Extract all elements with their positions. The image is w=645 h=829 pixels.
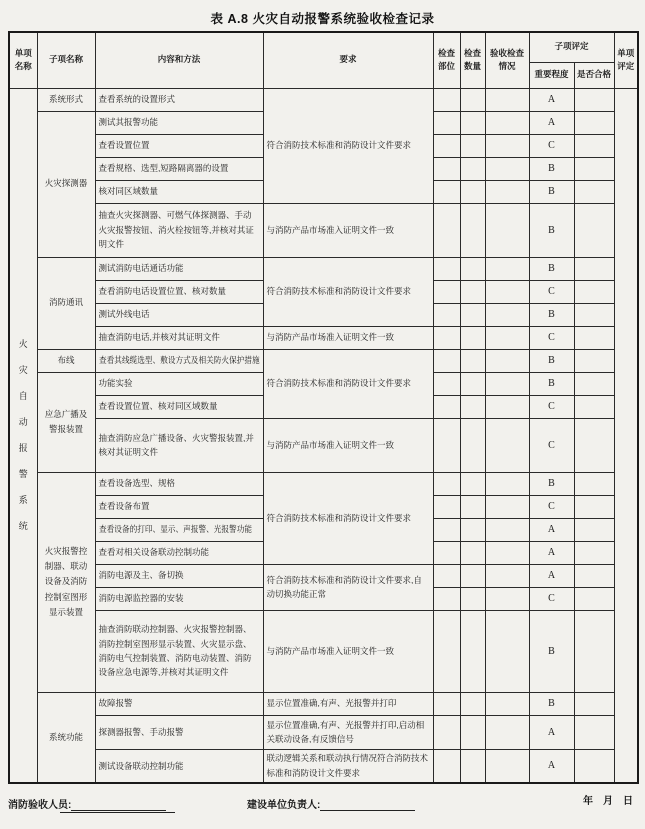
- acceptance-status-cell: [485, 587, 529, 610]
- qualified-cell: [574, 203, 614, 257]
- subitem-cell: 火灾报警控制器、联动设备及消防控制室图形显示装置: [37, 472, 95, 692]
- content-cell: 抽查消防电话,并核对其证明文件: [95, 326, 263, 349]
- check-quantity-cell: [460, 303, 485, 326]
- importance-cell: A: [529, 111, 574, 134]
- fire-inspector-label: 消防验收人员:: [8, 800, 72, 811]
- qualified-cell: [574, 157, 614, 180]
- acceptance-status-cell: [485, 326, 529, 349]
- page-title: 表 A.8 火灾自动报警系统验收检查记录: [210, 12, 435, 26]
- importance-cell: B: [529, 257, 574, 280]
- check-location-cell: [433, 749, 460, 783]
- content-cell: 查看消防电话设置位置、核对数量: [95, 280, 263, 303]
- content-cell: 查看对相关设备联动控制功能: [95, 541, 263, 564]
- acceptance-status-cell: [485, 303, 529, 326]
- importance-cell: B: [529, 203, 574, 257]
- qualified-cell: [574, 495, 614, 518]
- importance-cell: B: [529, 157, 574, 180]
- inspector-signature-line: [71, 800, 166, 811]
- importance-cell: C: [529, 587, 574, 610]
- col-header-item-eval: 单项评定: [614, 32, 638, 88]
- qualified-cell: [574, 326, 614, 349]
- content-cell: 测试外线电话: [95, 303, 263, 326]
- check-quantity-cell: [460, 541, 485, 564]
- importance-cell: C: [529, 280, 574, 303]
- check-location-cell: [433, 88, 460, 111]
- requirement-cell: 符合消防技术标准和消防设计文件要求: [263, 88, 433, 203]
- content-cell: 查看设备布置: [95, 495, 263, 518]
- qualified-cell: [574, 134, 614, 157]
- importance-cell: A: [529, 749, 574, 783]
- check-location-cell: [433, 134, 460, 157]
- content-cell: 查看设备选型、规格: [95, 472, 263, 495]
- check-quantity-cell: [460, 157, 485, 180]
- check-quantity-cell: [460, 372, 485, 395]
- requirement-cell: 符合消防技术标准和消防设计文件要求: [263, 472, 433, 564]
- builder-representative-label: 建设单位负责人:: [247, 800, 321, 811]
- importance-cell: B: [529, 349, 574, 372]
- check-location-cell: [433, 472, 460, 495]
- requirement-cell: 显示位置准确,有声、光报警并打印: [263, 692, 433, 715]
- check-quantity-cell: [460, 587, 485, 610]
- inspector-signature-line-2: [60, 812, 175, 813]
- check-location-cell: [433, 395, 460, 418]
- check-quantity-cell: [460, 749, 485, 783]
- table-row: [9, 203, 638, 257]
- table-row: [9, 326, 638, 349]
- content-cell: 测试消防电话通话功能: [95, 257, 263, 280]
- col-header-subitem-eval: 子项评定: [529, 32, 614, 62]
- qualified-cell: [574, 587, 614, 610]
- check-location-cell: [433, 349, 460, 372]
- qualified-cell: [574, 111, 614, 134]
- acceptance-status-cell: [485, 280, 529, 303]
- qualified-cell: [574, 88, 614, 111]
- table-row: [9, 257, 638, 280]
- content-cell: 测试其报警功能: [95, 111, 263, 134]
- qualified-cell: [574, 372, 614, 395]
- acceptance-status-cell: [485, 472, 529, 495]
- acceptance-status-cell: [485, 349, 529, 372]
- check-location-cell: [433, 111, 460, 134]
- check-quantity-cell: [460, 395, 485, 418]
- acceptance-status-cell: [485, 518, 529, 541]
- subitem-cell: 消防通讯: [37, 257, 95, 349]
- check-quantity-cell: [460, 203, 485, 257]
- qualified-cell: [574, 280, 614, 303]
- acceptance-status-cell: [485, 692, 529, 715]
- acceptance-status-cell: [485, 715, 529, 749]
- check-location-cell: [433, 692, 460, 715]
- acceptance-status-cell: [485, 134, 529, 157]
- table-row: [9, 692, 638, 715]
- acceptance-status-cell: [485, 157, 529, 180]
- qualified-cell: [574, 749, 614, 783]
- check-location-cell: [433, 257, 460, 280]
- item-name-cell: 火灾自动报警系统: [9, 88, 37, 783]
- acceptance-status-cell: [485, 395, 529, 418]
- table-row: [9, 610, 638, 692]
- check-quantity-cell: [460, 495, 485, 518]
- importance-cell: A: [529, 88, 574, 111]
- check-quantity-cell: [460, 111, 485, 134]
- table-row: [9, 88, 638, 111]
- date-label: 年 月 日: [583, 796, 633, 807]
- content-cell: [95, 349, 263, 372]
- requirement-cell: 符合消防技术标准和消防设计文件要求: [263, 349, 433, 418]
- table-row: [9, 349, 638, 372]
- content-cell: 测试设备联动控制功能: [95, 749, 263, 783]
- footer: [8, 784, 637, 822]
- importance-cell: B: [529, 692, 574, 715]
- check-location-cell: [433, 518, 460, 541]
- check-quantity-cell: [460, 280, 485, 303]
- subitem-cell: 系统形式: [37, 88, 95, 111]
- check-location-cell: [433, 280, 460, 303]
- table-row: [9, 418, 638, 472]
- content-cell: 探测器报警、手动报警: [95, 715, 263, 749]
- qualified-cell: [574, 349, 614, 372]
- requirement-cell: 与消防产品市场准入证明文件一致: [263, 610, 433, 692]
- col-header-qualified: 是否合格: [574, 62, 614, 88]
- qualified-cell: [574, 715, 614, 749]
- col-header-content-method: 内容和方法: [95, 32, 263, 88]
- check-location-cell: [433, 418, 460, 472]
- subitem-cell: 布线: [37, 349, 95, 372]
- acceptance-status-cell: [485, 749, 529, 783]
- content-cell: 故障报警: [95, 692, 263, 715]
- header-row-1: [9, 32, 638, 62]
- importance-cell: A: [529, 564, 574, 587]
- table-row: [9, 564, 638, 587]
- col-header-check-location: 检查部位: [433, 32, 460, 88]
- acceptance-status-cell: [485, 418, 529, 472]
- acceptance-status-cell: [485, 495, 529, 518]
- check-location-cell: [433, 564, 460, 587]
- importance-cell: C: [529, 134, 574, 157]
- check-quantity-cell: [460, 564, 485, 587]
- check-quantity-cell: [460, 326, 485, 349]
- check-quantity-cell: [460, 518, 485, 541]
- check-quantity-cell: [460, 418, 485, 472]
- check-location-cell: [433, 326, 460, 349]
- col-header-item-name: 单项名称: [9, 32, 37, 88]
- check-location-cell: [433, 587, 460, 610]
- content-cell: 查看系统的设置形式: [95, 88, 263, 111]
- content-cell: 抽查消防应急广播设备、火灾警报装置,并核对其证明文件: [95, 418, 263, 472]
- inspection-table: [8, 31, 639, 784]
- content-cell: 抽查火灾探测器、可燃气体探测器、手动火灾报警按钮、消火栓按钮等,并核对其证明文件: [95, 203, 263, 257]
- importance-cell: C: [529, 395, 574, 418]
- content-text: 查看其线缆选型、敷设方式及相关防火保护措施: [98, 355, 260, 366]
- subitem-cell: 火灾探测器: [37, 111, 95, 257]
- check-location-cell: [433, 180, 460, 203]
- check-location-cell: [433, 203, 460, 257]
- requirement-cell: 符合消防技术标准和消防设计文件要求: [263, 257, 433, 326]
- col-header-acceptance-status: 验收检查情况: [485, 32, 529, 88]
- check-quantity-cell: [460, 349, 485, 372]
- qualified-cell: [574, 692, 614, 715]
- qualified-cell: [574, 257, 614, 280]
- qualified-cell: [574, 418, 614, 472]
- check-quantity-cell: [460, 692, 485, 715]
- content-text: 查看设备的打印、显示、声报警、光报警功能: [98, 524, 252, 535]
- acceptance-status-cell: [485, 541, 529, 564]
- check-location-cell: [433, 372, 460, 395]
- acceptance-status-cell: [485, 203, 529, 257]
- qualified-cell: [574, 518, 614, 541]
- check-location-cell: [433, 157, 460, 180]
- content-cell: [95, 518, 263, 541]
- importance-cell: B: [529, 303, 574, 326]
- importance-cell: A: [529, 541, 574, 564]
- col-header-subitem-name: 子项名称: [37, 32, 95, 88]
- check-quantity-cell: [460, 88, 485, 111]
- importance-cell: A: [529, 715, 574, 749]
- importance-cell: B: [529, 372, 574, 395]
- importance-cell: C: [529, 326, 574, 349]
- qualified-cell: [574, 395, 614, 418]
- check-location-cell: [433, 495, 460, 518]
- content-cell: 功能实验: [95, 372, 263, 395]
- requirement-cell: 符合消防技术标准和消防设计文件要求,自动切换功能正常: [263, 564, 433, 610]
- col-header-check-quantity: 检查数量: [460, 32, 485, 88]
- content-cell: 消防电源及主、备切换: [95, 564, 263, 587]
- requirement-cell: 与消防产品市场准入证明文件一致: [263, 418, 433, 472]
- requirement-cell: 显示位置准确,有声、光报警并打印,启动相关联动设备,有反馈信号: [263, 715, 433, 749]
- qualified-cell: [574, 472, 614, 495]
- check-location-cell: [433, 715, 460, 749]
- col-header-requirement: 要求: [263, 32, 433, 88]
- acceptance-status-cell: [485, 180, 529, 203]
- check-quantity-cell: [460, 134, 485, 157]
- importance-cell: C: [529, 418, 574, 472]
- content-cell: 消防电源监控器的安装: [95, 587, 263, 610]
- acceptance-status-cell: [485, 564, 529, 587]
- acceptance-status-cell: [485, 257, 529, 280]
- qualified-cell: [574, 303, 614, 326]
- check-quantity-cell: [460, 257, 485, 280]
- content-cell: 抽查消防联动控制器、火灾报警控制器、消防控制室图形显示装置、火灾显示盘、消防电气控制装置、消防电动装置、消防设备应急电源等,并核对其证明文件: [95, 610, 263, 692]
- importance-cell: A: [529, 518, 574, 541]
- importance-cell: B: [529, 472, 574, 495]
- qualified-cell: [574, 610, 614, 692]
- subitem-cell: 应急广播及警报装置: [37, 372, 95, 472]
- col-header-importance: 重要程度: [529, 62, 574, 88]
- table-row: [9, 749, 638, 783]
- check-quantity-cell: [460, 610, 485, 692]
- check-location-cell: [433, 303, 460, 326]
- check-quantity-cell: [460, 180, 485, 203]
- qualified-cell: [574, 541, 614, 564]
- qualified-cell: [574, 180, 614, 203]
- requirement-cell: 联动逻辑关系和联动执行情况符合消防技术标准和消防设计文件要求: [263, 749, 433, 783]
- qualified-cell: [574, 564, 614, 587]
- importance-cell: B: [529, 610, 574, 692]
- content-cell: 查看设置位置: [95, 134, 263, 157]
- acceptance-status-cell: [485, 88, 529, 111]
- check-quantity-cell: [460, 472, 485, 495]
- subitem-cell: 系统功能: [37, 692, 95, 783]
- content-cell: 核对同区域数量: [95, 180, 263, 203]
- check-quantity-cell: [460, 715, 485, 749]
- content-cell: 查看设置位置、核对同区域数量: [95, 395, 263, 418]
- table-row: [9, 715, 638, 749]
- importance-cell: C: [529, 495, 574, 518]
- item-eval-cell: [614, 88, 638, 783]
- importance-cell: B: [529, 180, 574, 203]
- check-location-cell: [433, 541, 460, 564]
- table-row: [9, 472, 638, 495]
- content-cell: 查看规格、选型,短路隔离器的设置: [95, 157, 263, 180]
- check-location-cell: [433, 610, 460, 692]
- requirement-cell: 与消防产品市场准入证明文件一致: [263, 203, 433, 257]
- acceptance-status-cell: [485, 610, 529, 692]
- builder-signature-line: [320, 800, 415, 811]
- requirement-cell: 与消防产品市场准入证明文件一致: [263, 326, 433, 349]
- acceptance-status-cell: [485, 372, 529, 395]
- acceptance-status-cell: [485, 111, 529, 134]
